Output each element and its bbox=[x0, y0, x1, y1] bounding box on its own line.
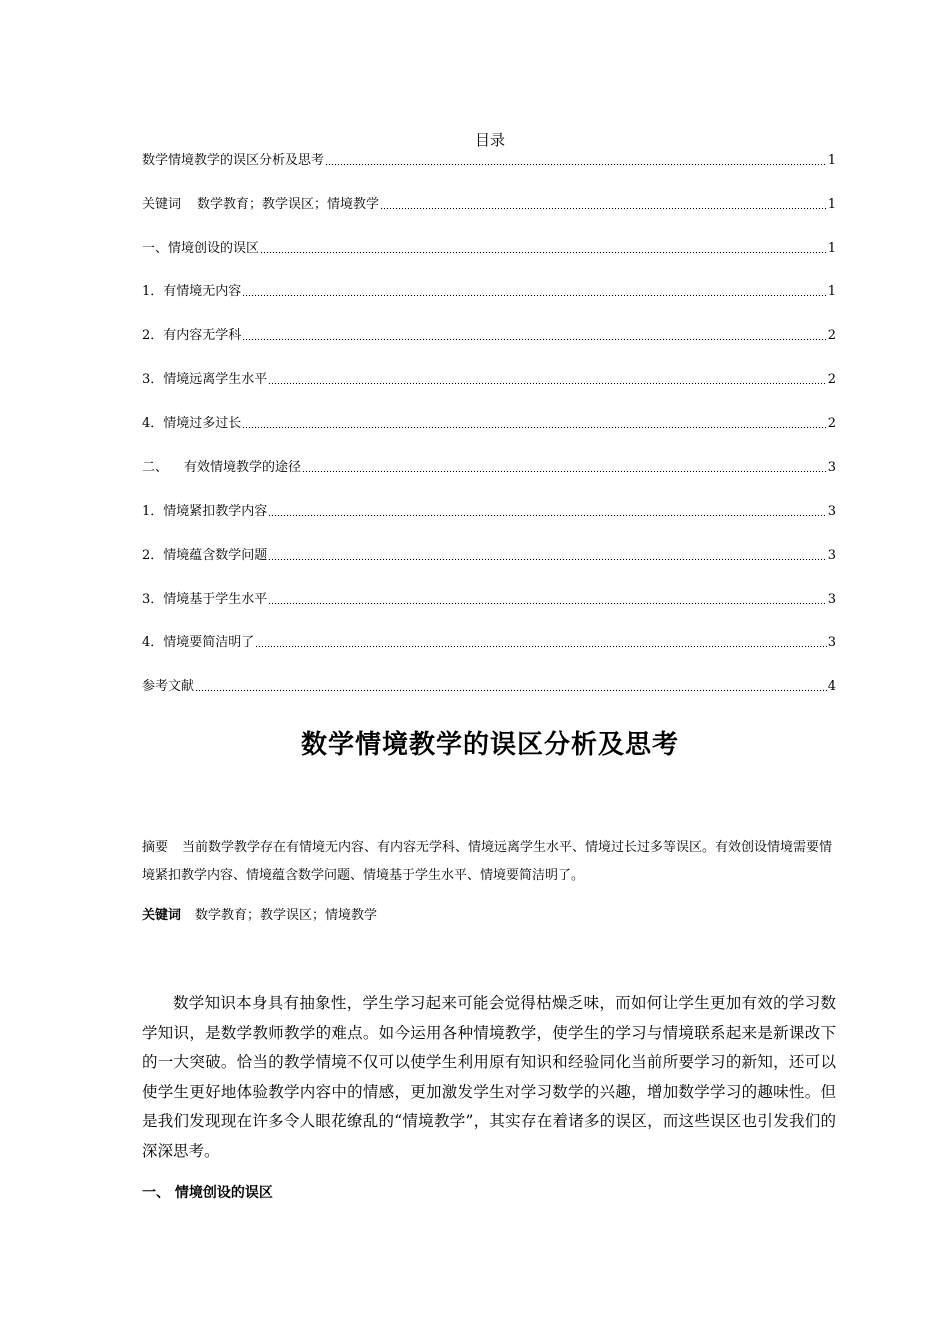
toc-entry-label: 2．有内容无学科 bbox=[142, 328, 242, 343]
toc-entry-label: 4．情境要简洁明了 bbox=[142, 635, 255, 650]
toc-page-number: 1 bbox=[827, 241, 836, 256]
toc-title: 目录 bbox=[474, 131, 505, 149]
toc-leader bbox=[268, 514, 826, 517]
keywords bbox=[142, 906, 836, 926]
abstract-label: 摘要 bbox=[142, 840, 169, 855]
toc-page-number: 3 bbox=[827, 635, 836, 650]
section-heading: 一、 情境创设的误区 bbox=[142, 1185, 273, 1201]
toc-entry-label: 关键词 数学教育；教学误区；情境教学 bbox=[142, 197, 380, 212]
body-paragraph: 数学知识本身具有抽象性，学生学习起来可能会觉得枯燥乏味，而如何让学生更加有效的学习数学知识，是数学教师教学的难点。如今运用各种情境教学，使学生的学习与情境联系起来是新课改下的一大突破。恰当的教学情境不仅可以使学生利用原有知识和经验同化当前所要学习的新知，还可以使学生更好地体验教学内容中的情感，更加激发学生对学习数学的兴趣，增加数学学习的趣味性。但是我们发现现在许多令人眼花缭乱的“情境教学”，其实存在着诸多的误区，而这些误区也引发我们的深深思考。 bbox=[142, 994, 836, 1160]
toc-entry[interactable] bbox=[142, 501, 836, 521]
toc-page-number: 3 bbox=[827, 460, 836, 475]
toc-entry[interactable] bbox=[142, 194, 836, 214]
toc-page-number: 1 bbox=[827, 284, 836, 299]
toc-leader bbox=[325, 163, 827, 166]
toc-leader bbox=[302, 470, 827, 473]
toc-leader bbox=[242, 426, 826, 429]
toc-entry[interactable] bbox=[142, 238, 836, 258]
toc-entry[interactable] bbox=[142, 589, 836, 609]
toc-leader bbox=[268, 382, 826, 385]
toc-entry-label: 1．有情境无内容 bbox=[142, 284, 242, 299]
toc-entry-label: 4．情境过多过长 bbox=[142, 416, 242, 431]
toc-entry[interactable] bbox=[142, 325, 836, 345]
toc-entry[interactable] bbox=[142, 413, 836, 433]
toc-page-number: 1 bbox=[827, 153, 836, 168]
toc-entry-label: 1．情境紧扣教学内容 bbox=[142, 504, 268, 519]
abstract bbox=[142, 834, 836, 890]
toc-entry-label: 二、 有效情境教学的途径 bbox=[142, 460, 302, 475]
toc-page-number: 2 bbox=[827, 416, 836, 431]
toc-entry[interactable] bbox=[142, 632, 836, 652]
toc-entry-label: 参考文献 bbox=[142, 679, 195, 694]
toc-leader bbox=[260, 251, 827, 254]
toc-page-number: 3 bbox=[827, 504, 836, 519]
toc-page-number: 2 bbox=[827, 328, 836, 343]
toc-entry[interactable] bbox=[142, 150, 836, 170]
toc-entry[interactable] bbox=[142, 369, 836, 389]
toc-leader bbox=[242, 338, 826, 341]
toc-entry-label: 3．情境远离学生水平 bbox=[142, 372, 268, 387]
keywords-label: 关键词 bbox=[142, 908, 182, 923]
toc-entry-label: 3．情境基于学生水平 bbox=[142, 592, 268, 607]
toc-leader bbox=[380, 207, 827, 210]
toc-page-number: 2 bbox=[827, 372, 836, 387]
toc-entry-label: 2．情境蕴含数学问题 bbox=[142, 548, 268, 563]
toc-leader bbox=[195, 689, 827, 692]
toc-page-number: 4 bbox=[827, 679, 836, 694]
abstract-text: 当前数学教学存在有情境无内容、有内容无学科、情境远离学生水平、情境过长过多等误区。有效创设情境需要情境紧扣教学内容、情境蕴含数学问题、情境基于学生水平、情境要简洁明了。 bbox=[142, 840, 833, 883]
toc-entry[interactable] bbox=[142, 457, 836, 477]
toc-entry-label: 数学情境教学的误区分析及思考 bbox=[142, 153, 325, 168]
toc-entry[interactable] bbox=[142, 676, 836, 696]
toc-page-number: 1 bbox=[827, 197, 836, 212]
toc-leader bbox=[268, 558, 826, 561]
toc-leader bbox=[268, 602, 826, 605]
toc-page-number: 3 bbox=[827, 592, 836, 607]
toc-entry[interactable] bbox=[142, 545, 836, 565]
toc-entry[interactable] bbox=[142, 281, 836, 301]
document-title: 数学情境教学的误区分析及思考 bbox=[300, 730, 679, 760]
toc-entry-label: 一、情境创设的误区 bbox=[142, 241, 260, 256]
toc-leader bbox=[255, 645, 826, 648]
keywords-text: 数学教育；教学误区；情境教学 bbox=[195, 908, 378, 923]
toc-page-number: 3 bbox=[827, 548, 836, 563]
toc-leader bbox=[242, 294, 826, 297]
